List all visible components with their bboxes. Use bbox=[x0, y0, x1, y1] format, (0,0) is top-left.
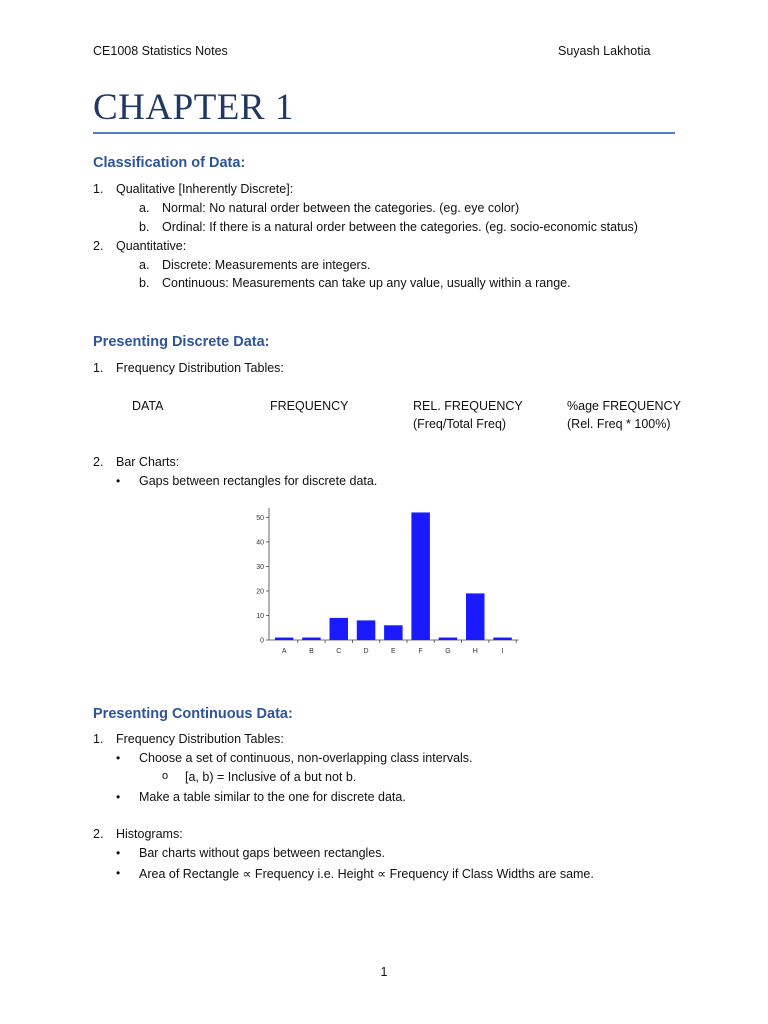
x-tick-label: B bbox=[309, 648, 314, 655]
y-tick-label: 50 bbox=[256, 514, 264, 522]
bar bbox=[439, 638, 458, 640]
bar bbox=[357, 620, 376, 640]
x-tick-label: C bbox=[336, 648, 342, 655]
bullet-item-text: Gaps between rectangles for discrete data. bbox=[139, 474, 378, 488]
bar bbox=[466, 593, 485, 640]
list-item-text: Histograms: bbox=[116, 827, 183, 841]
list-number: 1. bbox=[93, 732, 104, 746]
list-item-text: Bar Charts: bbox=[116, 455, 180, 469]
bar bbox=[275, 638, 294, 640]
list-item-text: Qualitative [Inherently Discrete]: bbox=[116, 182, 294, 196]
bullet-icon: • bbox=[116, 846, 121, 860]
table-header-data: DATA bbox=[132, 399, 164, 413]
bar bbox=[411, 512, 430, 640]
bar bbox=[302, 638, 321, 640]
bullet-item-text: Bar charts without gaps between rectangles. bbox=[139, 846, 385, 860]
bullet-icon: • bbox=[116, 474, 121, 488]
sublist-item-text: Continuous: Measurements can take up any value, usually within a range. bbox=[162, 276, 571, 290]
bullet-icon: • bbox=[116, 790, 121, 804]
y-tick-label: 30 bbox=[256, 563, 264, 571]
list-number: 2. bbox=[93, 827, 104, 841]
sublist-item-text: Discrete: Measurements are integers. bbox=[162, 258, 371, 272]
list-item-text: Quantitative: bbox=[116, 239, 187, 253]
list-number: 1. bbox=[93, 361, 104, 375]
section-heading-continuous: Presenting Continuous Data: bbox=[93, 706, 293, 722]
y-tick-label: 20 bbox=[256, 588, 264, 596]
x-tick-label: D bbox=[363, 648, 369, 655]
title-rule bbox=[93, 132, 675, 134]
sub-bullet-item-text: [a, b) = Inclusive of a but not b. bbox=[185, 770, 357, 784]
sublist-label: a. bbox=[139, 201, 150, 215]
sublist-label: a. bbox=[139, 258, 150, 272]
header-author: Suyash Lakhotia bbox=[558, 44, 651, 58]
header-course-title: CE1008 Statistics Notes bbox=[93, 44, 228, 58]
sublist-item-text: Normal: No natural order between the categories. (eg. eye color) bbox=[162, 201, 520, 215]
x-tick-label: I bbox=[501, 648, 504, 655]
y-tick-label: 0 bbox=[260, 637, 264, 645]
x-tick-label: F bbox=[418, 648, 423, 655]
x-tick-label: H bbox=[472, 648, 478, 655]
frequency-bar-chart bbox=[240, 505, 530, 665]
x-tick-label: G bbox=[445, 648, 451, 655]
sublist-label: b. bbox=[139, 220, 150, 234]
list-number: 2. bbox=[93, 455, 104, 469]
list-number: 1. bbox=[93, 182, 104, 196]
chapter-title: CHAPTER 1 bbox=[93, 87, 294, 128]
x-tick-label: A bbox=[281, 648, 287, 655]
list-item-text: Frequency Distribution Tables: bbox=[116, 361, 284, 375]
table-header-frequency: FREQUENCY bbox=[270, 399, 349, 413]
y-tick-label: 10 bbox=[256, 612, 264, 620]
sublist-label: b. bbox=[139, 276, 150, 290]
table-header-pct-frequency-formula: (Rel. Freq * 100%) bbox=[567, 417, 671, 431]
y-tick-label: 40 bbox=[256, 539, 264, 547]
bullet-icon: • bbox=[116, 751, 121, 765]
bullet-item-text: Area of Rectangle ∝ Frequency i.e. Height ∝ Frequency if Class Widths are same. bbox=[139, 867, 594, 881]
bar bbox=[330, 618, 349, 640]
circle-bullet-icon: o bbox=[162, 770, 169, 782]
section-heading-classification: Classification of Data: bbox=[93, 155, 246, 171]
x-tick-label: E bbox=[391, 648, 396, 655]
bullet-icon: • bbox=[116, 866, 121, 880]
table-header-pct-frequency: %age FREQUENCY bbox=[567, 399, 681, 413]
page-number: 1 bbox=[380, 965, 388, 979]
section-heading-discrete: Presenting Discrete Data: bbox=[93, 334, 270, 350]
bullet-item-text: Choose a set of continuous, non-overlapping class intervals. bbox=[139, 751, 473, 765]
bar bbox=[384, 625, 403, 640]
list-number: 2. bbox=[93, 239, 104, 253]
table-header-rel-frequency: REL. FREQUENCY bbox=[413, 399, 523, 413]
bullet-item-text: Make a table similar to the one for discrete data. bbox=[139, 790, 406, 804]
bar bbox=[493, 638, 512, 640]
sublist-item-text: Ordinal: If there is a natural order between the categories. (eg. socio-economic status) bbox=[162, 220, 638, 234]
list-item-text: Frequency Distribution Tables: bbox=[116, 732, 284, 746]
table-header-rel-frequency-formula: (Freq/Total Freq) bbox=[413, 417, 507, 431]
